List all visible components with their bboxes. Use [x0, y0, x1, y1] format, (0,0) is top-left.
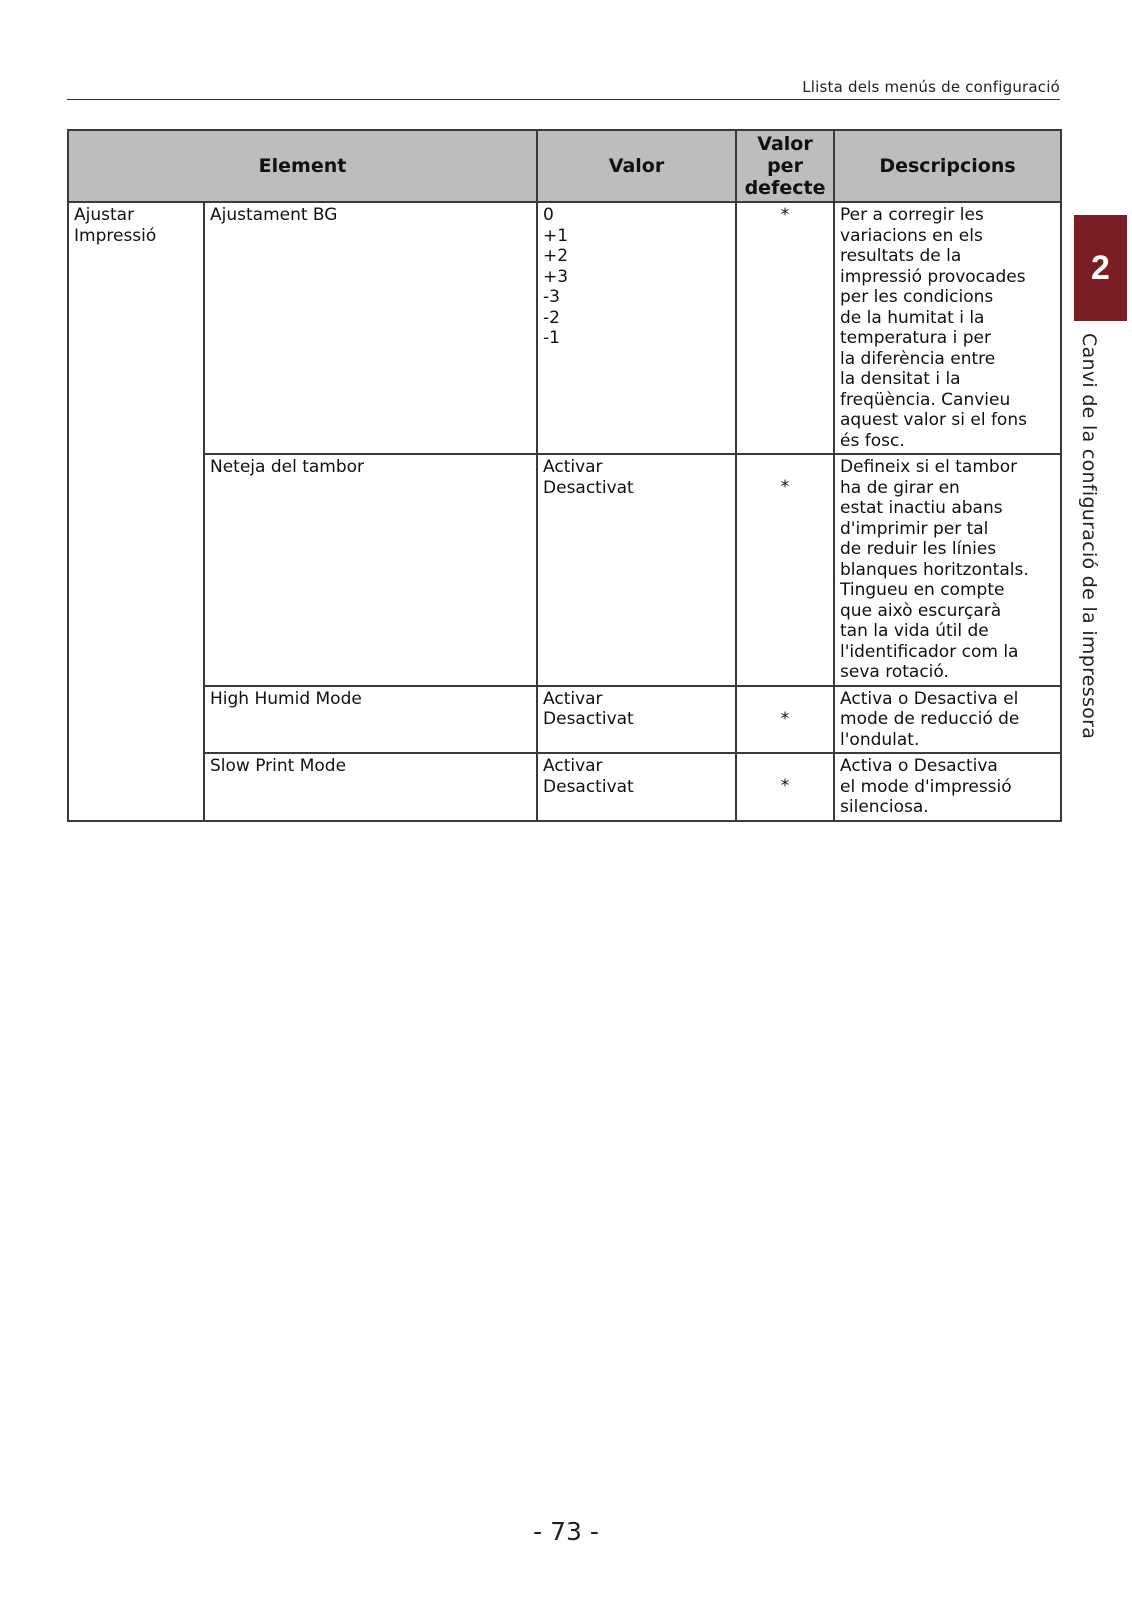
default-cell: *	[736, 753, 834, 821]
column-header-valor: Valor	[537, 130, 736, 202]
column-header-descriptions: Descripcions	[834, 130, 1061, 202]
table-row	[68, 753, 1061, 821]
item-cell: High Humid Mode	[204, 686, 537, 754]
values-cell: 0 +1 +2 +3 -3 -2 -1	[537, 202, 736, 454]
item-cell: Ajustament BG	[204, 202, 537, 454]
chapter-number: 2	[1091, 248, 1110, 287]
menu-group-cell: Ajustar Impressió	[68, 202, 204, 821]
default-cell: *	[736, 454, 834, 686]
table-header-row	[68, 130, 1061, 202]
column-header-default: Valor per defecte	[736, 130, 834, 202]
table-row	[68, 686, 1061, 754]
item-cell: Slow Print Mode	[204, 753, 537, 821]
default-cell: *	[736, 202, 834, 454]
chapter-title: Canvi de la configuració de la impressora	[1078, 333, 1100, 740]
default-cell: *	[736, 686, 834, 754]
chapter-tab	[1074, 215, 1127, 321]
values-cell: Activar Desactivat	[537, 753, 736, 821]
description-cell: Activa o Desactiva el mode de reducció de l'ondulat.	[834, 686, 1061, 754]
page-number: - 73 -	[533, 1517, 599, 1546]
values-cell: Activar Desactivat	[537, 686, 736, 754]
item-cell: Neteja del tambor	[204, 454, 537, 686]
values-cell: Activar Desactivat	[537, 454, 736, 686]
description-cell: Per a corregir les variacions en els resultats de la impressió provocades per les condicions de la humitat i la temperatura i per la diferència entre la densitat i la freqüència. Canvieu aquest valor si el fons és fosc.	[834, 202, 1061, 454]
description-cell: Activa o Desactiva el mode d'impressió silenciosa.	[834, 753, 1061, 821]
table-row	[68, 202, 1061, 454]
running-header: Llista dels menús de configuració	[802, 78, 1060, 96]
header-divider	[67, 99, 1060, 100]
description-cell: Defineix si el tambor ha de girar en estat inactiu abans d'imprimir per tal de reduir les línies blanques horitzontals. Tingueu en compte que això escurçarà tan la vida útil de l'identificador com la seva rotació.	[834, 454, 1061, 686]
settings-menu-table	[67, 129, 1062, 822]
table-row	[68, 454, 1061, 686]
column-header-element: Element	[68, 130, 537, 202]
